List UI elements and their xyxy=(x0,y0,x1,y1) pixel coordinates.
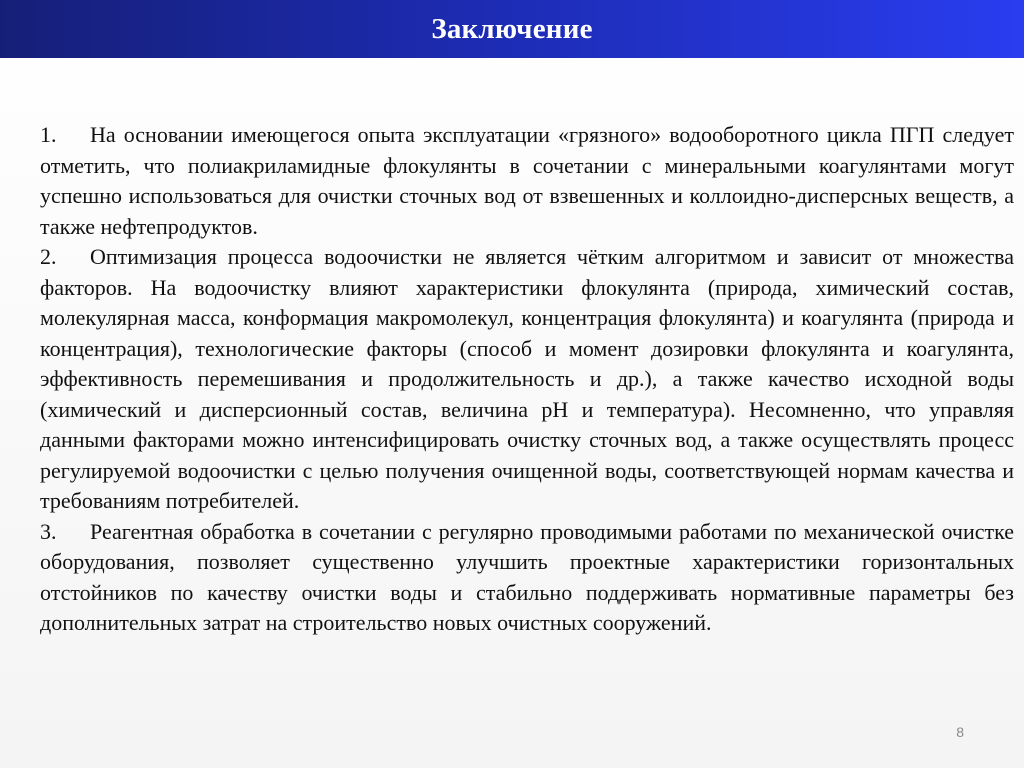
list-item-2 xyxy=(40,242,1014,517)
list-item-text: На основании имеющегося опыта эксплуатации «грязного» водооборотного цикла ПГП следует отметить, что полиакриламидные флокулянты в сочетании с минеральными коагулянтами могут успешно использоваться для очистки сточных вод от взвешенных и коллоидно-дисперсных веществ, а также нефтепродуктов. xyxy=(40,122,1014,239)
slide-title: Заключение xyxy=(431,12,593,45)
list-item-number: 2. xyxy=(40,244,57,269)
list-item-text: Реагентная обработка в сочетании с регулярно проводимыми работами по механической очистке оборудования, позволяет существенно улучшить проектные характеристики горизонтальных отстойников по качеству очистки воды и стабильно поддерживать нормативные параметры без дополнительных затрат на строительство новых очистных сооружений. xyxy=(40,518,1014,635)
list-item-number: 1. xyxy=(40,122,57,147)
list-item-3 xyxy=(40,517,1014,639)
list-item-number: 3. xyxy=(40,518,57,544)
list-item-1 xyxy=(40,120,1014,242)
page-number: 8 xyxy=(956,724,964,740)
title-bar xyxy=(0,0,1024,58)
slide-content xyxy=(40,120,1014,639)
list-item-text: Оптимизация процесса водоочистки не является чётким алгоритмом и зависит от множества факторов. На водоочистку влияют характеристики флокулянта (природа, химический состав, молекулярная масса, конформация макромолекул, концентрация флокулянта) и коагулянта (природа и концентрация), технологические факторы (способ и момент дозировки флокулянта и коагулянта, эффективность перемешивания и продолжительность и др.), а также качество исходной воды (химический и дисперсионный состав, величина pH и температура). Несомненно, что управляя данными факторами можно интенсифицировать очистку сточных вод, а также осуществлять процесс регулируемой водоочистки с целью получения очищенной воды, соответствующей нормам качества и требованиям потребителей. xyxy=(40,244,1014,513)
